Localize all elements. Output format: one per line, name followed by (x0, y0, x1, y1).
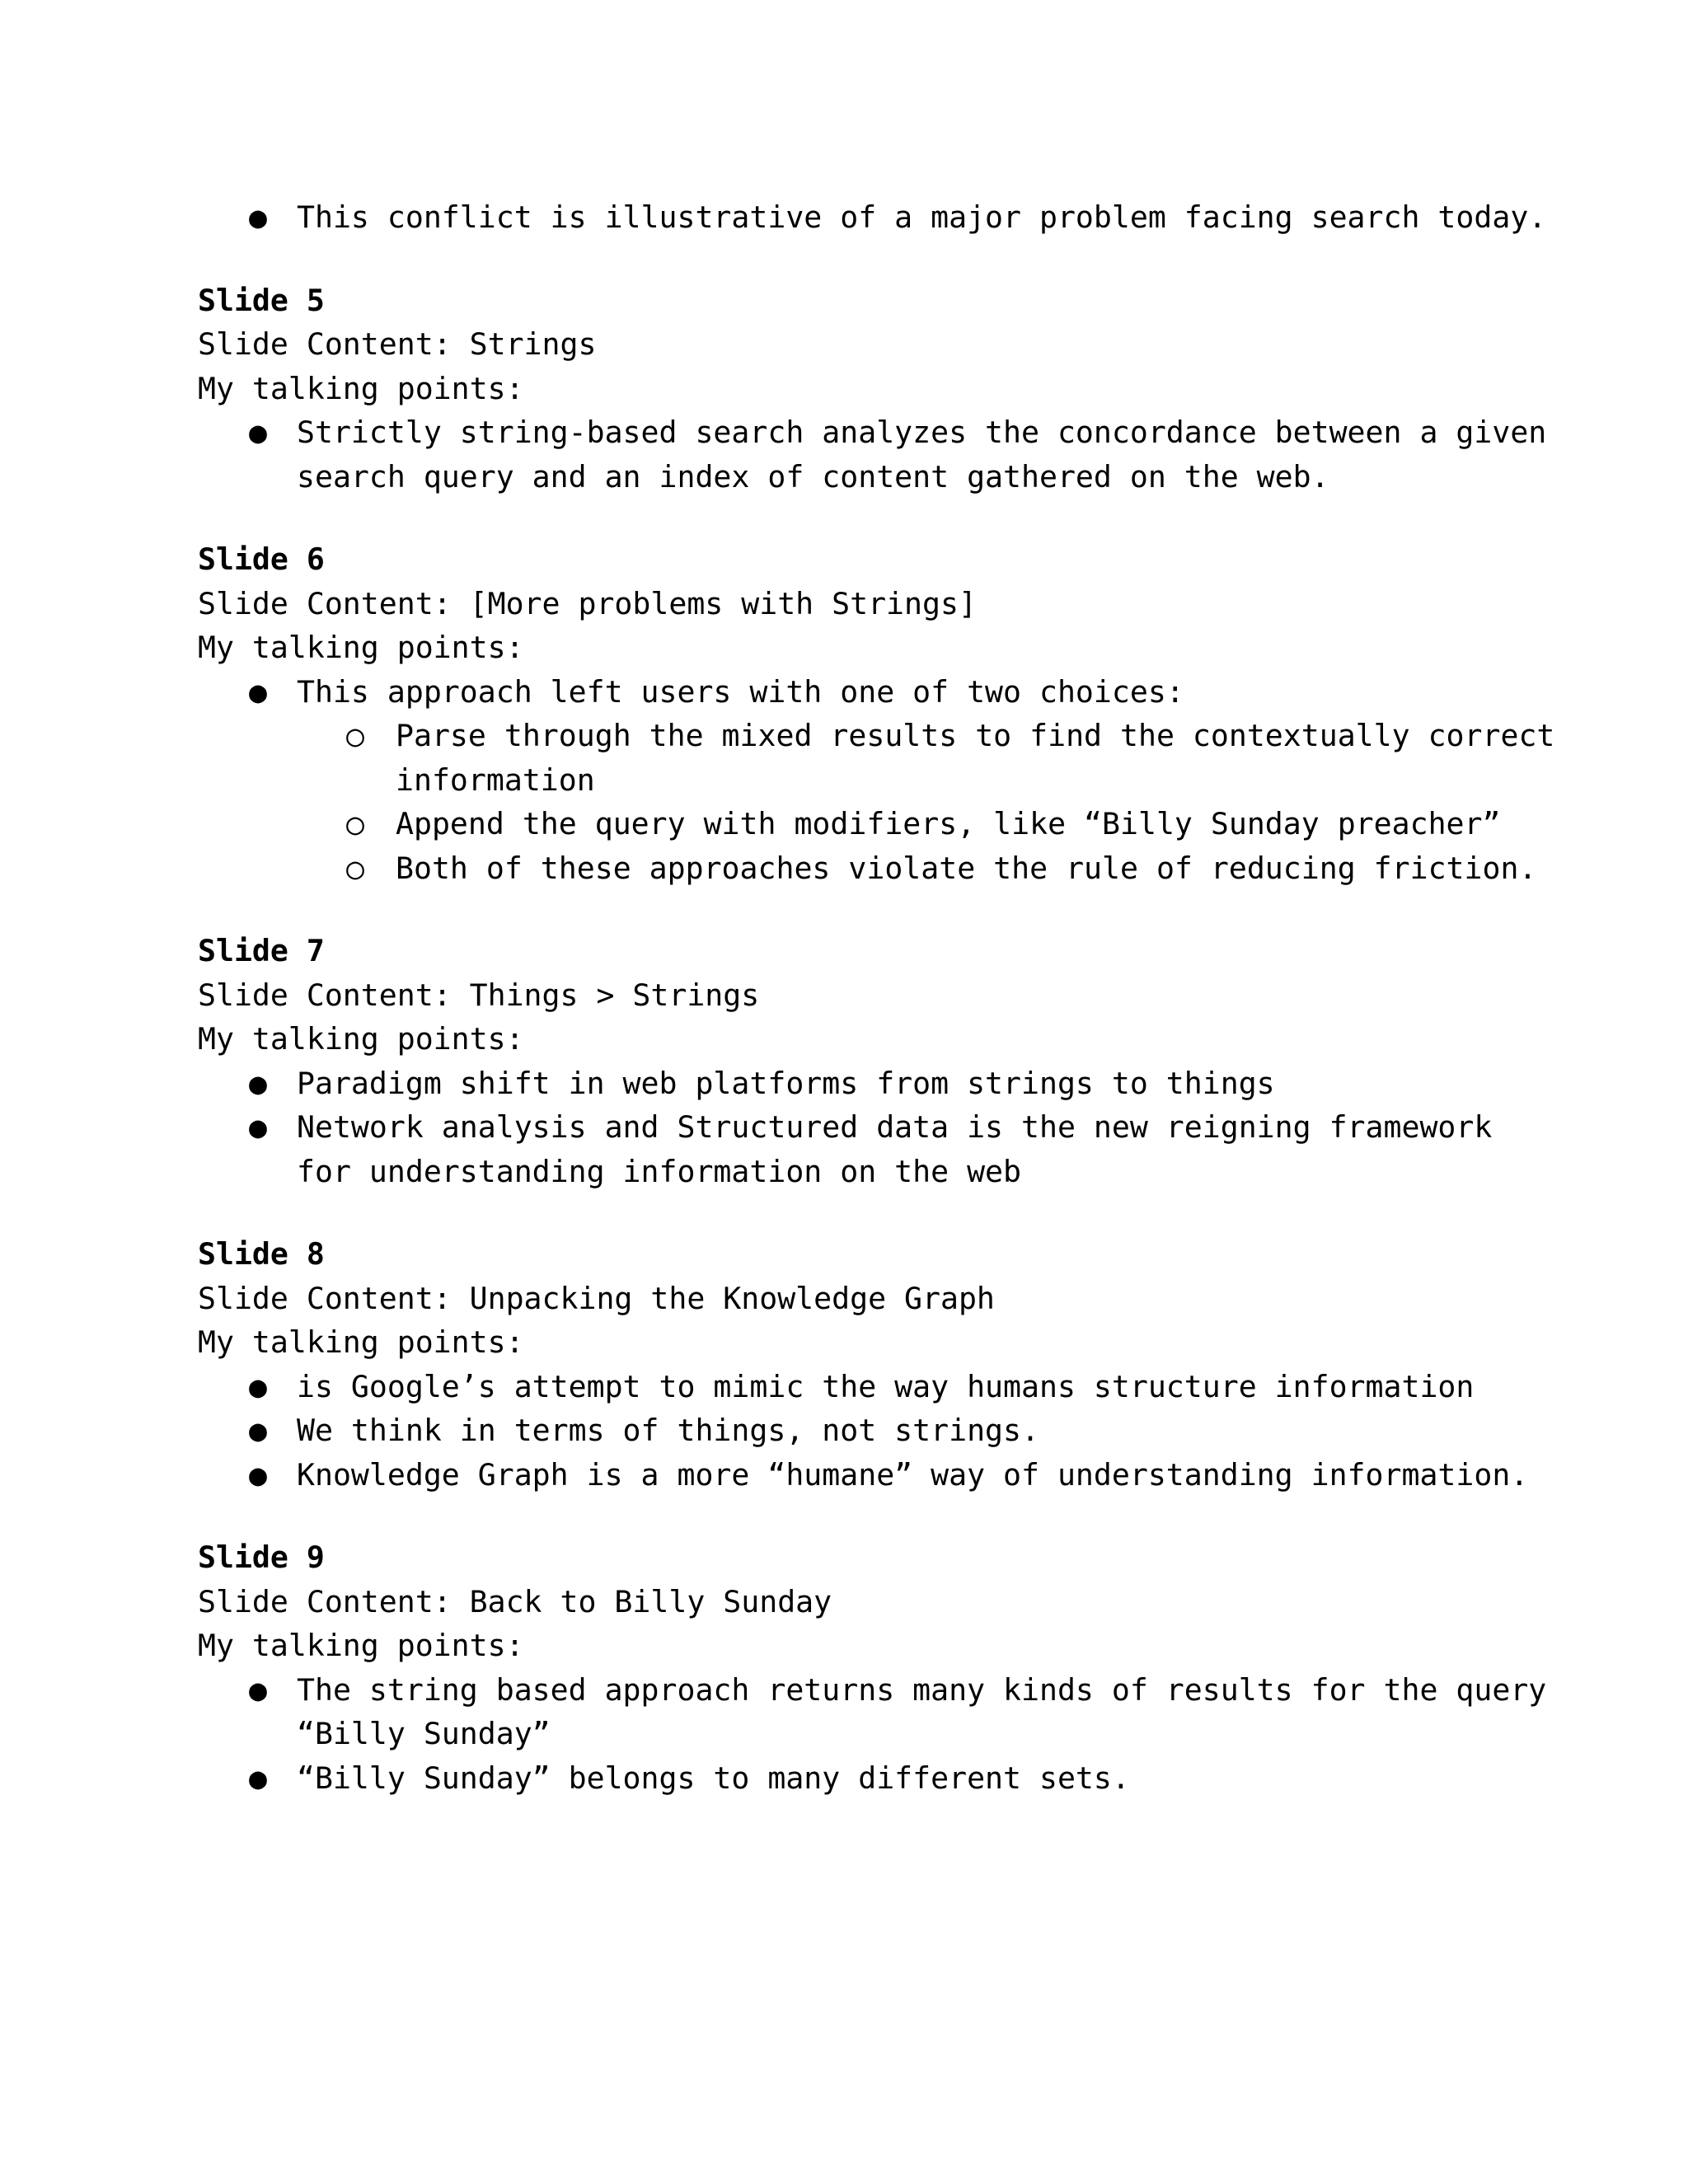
bullet-icon: ● (249, 415, 267, 450)
bullet-item (198, 1453, 1558, 1497)
sub-bullet-icon: ○ (346, 806, 364, 841)
talking-points-label: My talking points: (198, 1628, 524, 1663)
bullet-text: Both of these approaches violate the rule of reducing friction. (396, 850, 1537, 886)
intro-bullet-list (198, 195, 1558, 240)
bullet-text: Paradigm shift in web platforms from strings to things (297, 1065, 1275, 1101)
bullet-text: Append the query with modifiers, like “Billy Sunday preacher” (396, 806, 1501, 841)
talking-points-label: My talking points: (198, 630, 524, 665)
slide-sections (198, 279, 1558, 1801)
slide-content: Slide Content: [More problems with Strings] (198, 585, 977, 621)
slide-section (198, 929, 1558, 1193)
bullet-item (198, 410, 1558, 499)
bullet-text: “Billy Sunday” belongs to many different sets. (297, 1760, 1130, 1796)
talking-points-list (198, 1062, 1558, 1194)
slide-title: Slide 6 (198, 541, 325, 577)
slide-title: Slide 9 (198, 1540, 325, 1575)
slide-content: Slide Content: Back to Billy Sunday (198, 1583, 832, 1619)
bullet-text: Network analysis and Structured data is the new reigning framework for understanding information on the web (297, 1109, 1493, 1189)
slide-section (198, 279, 1558, 499)
bullet-text: is Google’s attempt to mimic the way humans structure information (297, 1368, 1475, 1404)
sub-bullet-list (297, 714, 1558, 890)
bullet-text: We think in terms of things, not strings. (297, 1413, 1039, 1448)
slide-content: Slide Content: Unpacking the Knowledge Graph (198, 1280, 995, 1316)
bullet-icon: ● (249, 1109, 267, 1145)
bullet-text: This conflict is illustrative of a major problem facing search today. (297, 199, 1547, 235)
bullet-item (198, 195, 1558, 240)
bullet-item (297, 802, 1558, 846)
bullet-item (198, 1365, 1558, 1409)
bullet-item (297, 846, 1558, 891)
bullet-item (198, 670, 1558, 891)
bullet-item (198, 1062, 1558, 1106)
slide-title: Slide 8 (198, 1236, 325, 1272)
talking-points-label: My talking points: (198, 1021, 524, 1057)
slide-section (198, 537, 1558, 890)
bullet-icon: ● (249, 1065, 267, 1101)
talking-points-label: My talking points: (198, 1324, 524, 1360)
talking-points-list (198, 670, 1558, 891)
talking-points-list (198, 410, 1558, 499)
bullet-text: The string based approach returns many kinds of results for the query “Billy Sunday” (297, 1671, 1547, 1751)
talking-points-label: My talking points: (198, 370, 524, 406)
bullet-icon: ● (249, 673, 267, 710)
bullet-text: Knowledge Graph is a more “humane” way of understanding information. (297, 1456, 1529, 1493)
bullet-icon: ● (249, 1368, 267, 1404)
bullet-icon: ● (249, 1413, 267, 1448)
bullet-text: Strictly string-based search analyzes the concordance between a given search query and an index of content gathered on the web. (297, 415, 1547, 494)
slide-section (198, 1535, 1558, 1800)
slide-title: Slide 7 (198, 933, 325, 968)
slide-section (198, 1232, 1558, 1497)
bullet-item (198, 1105, 1558, 1193)
bullet-icon: ● (249, 1760, 267, 1796)
slide-content: Slide Content: Things > Strings (198, 977, 760, 1013)
talking-points-list (198, 1668, 1558, 1801)
bullet-item (198, 1668, 1558, 1756)
bullet-item (297, 714, 1558, 802)
document-page (198, 195, 1558, 1800)
talking-points-list (198, 1365, 1558, 1497)
bullet-icon: ● (249, 1456, 267, 1493)
sub-bullet-icon: ○ (346, 718, 364, 753)
bullet-icon: ● (249, 199, 267, 235)
slide-content: Slide Content: Strings (198, 326, 597, 362)
sub-bullet-icon: ○ (346, 850, 364, 886)
bullet-icon: ● (249, 1671, 267, 1708)
slide-title: Slide 5 (198, 282, 325, 318)
bullet-text: Parse through the mixed results to find the contextually correct information (396, 718, 1555, 798)
bullet-item (198, 1408, 1558, 1453)
bullet-text: This approach left users with one of two choices: (297, 673, 1184, 710)
bullet-item (198, 1756, 1558, 1801)
